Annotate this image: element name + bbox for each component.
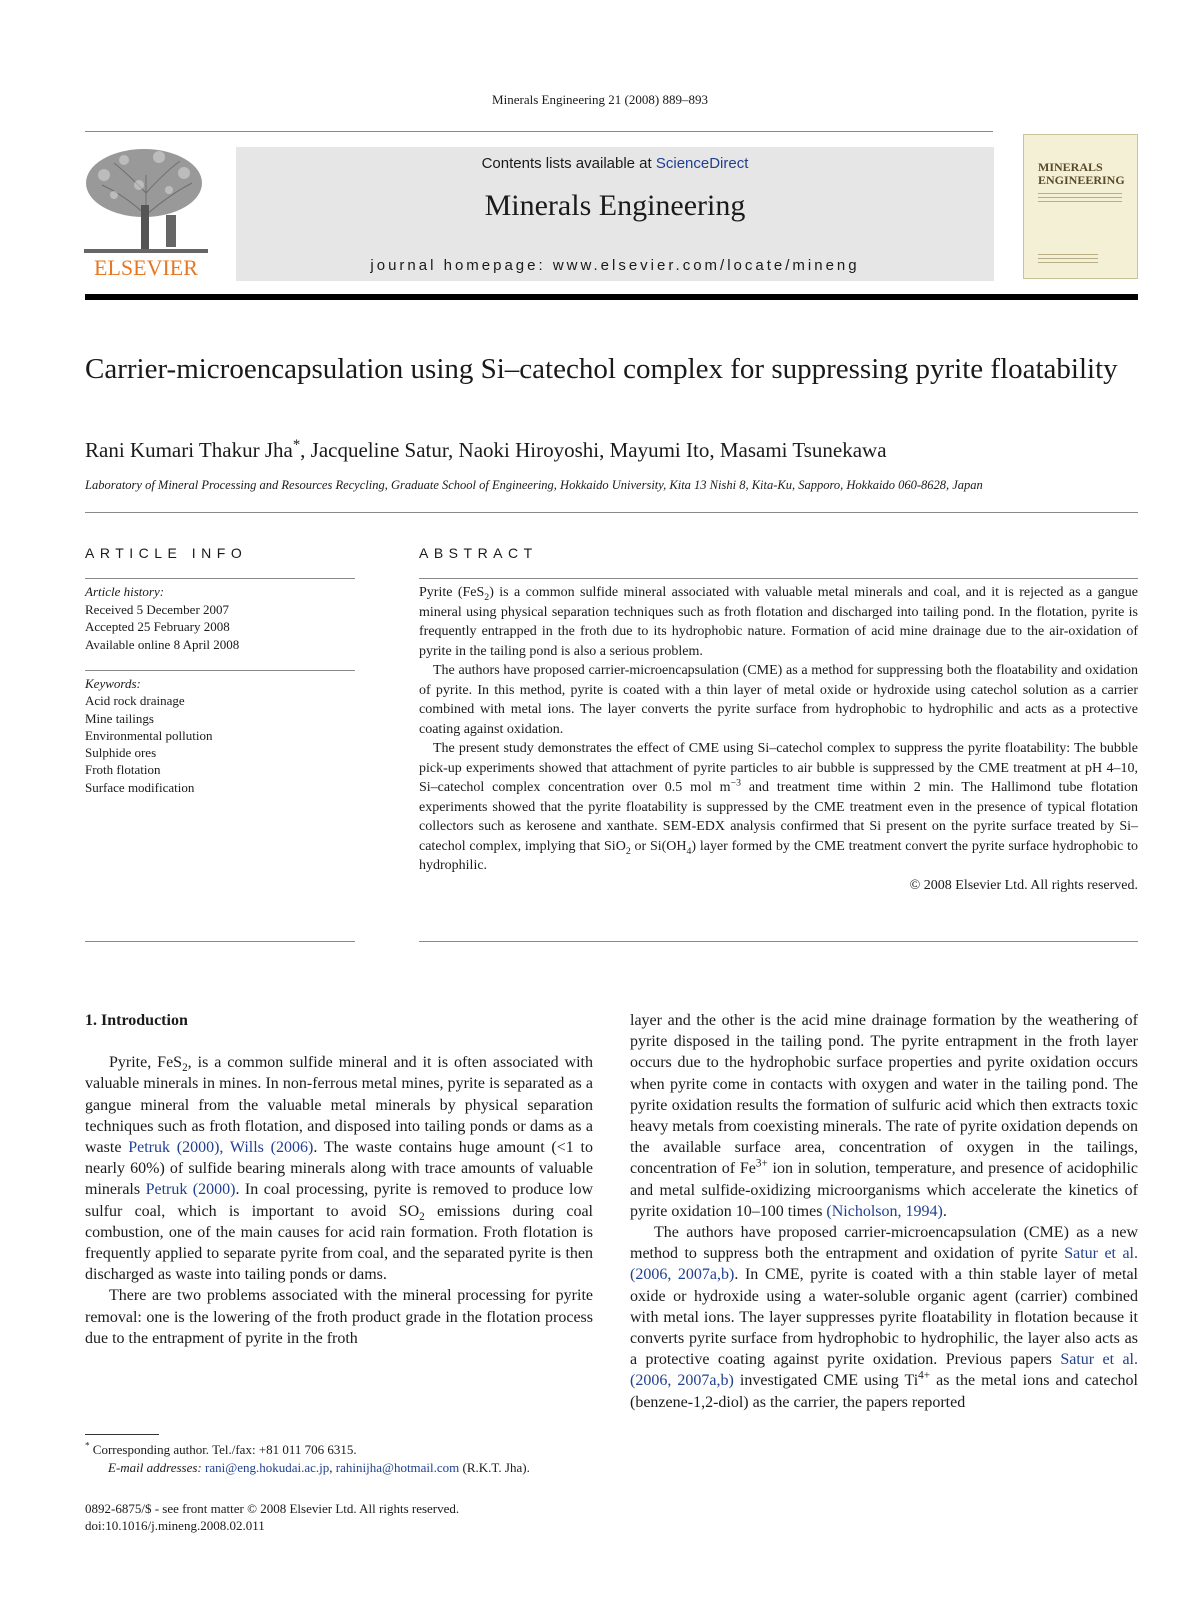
email-link[interactable]: rani@eng.hokudai.ac.jp bbox=[205, 1459, 330, 1475]
received-date: Received 5 December 2007 bbox=[85, 601, 230, 617]
article-history bbox=[85, 583, 355, 653]
reference-link[interactable]: Satur et al. (2006, 2007a,b) bbox=[630, 1351, 1139, 1390]
abstract-copyright: © 2008 Elsevier Ltd. All rights reserved. bbox=[909, 877, 1138, 893]
contents-prefix: Contents lists available at bbox=[481, 155, 656, 172]
body-paragraph: There are two problems associated with the mineral processing for pyrite removal: one is the lowering of the froth product grade in the flotation process due to the entrapment of pyrite in the froth bbox=[85, 1287, 593, 1347]
banner-top-rule bbox=[85, 131, 993, 132]
article-title: Carrier-microencapsulation using Si–catechol complex for suppressing pyrite floatability bbox=[85, 353, 1118, 385]
journal-cover-thumbnail[interactable] bbox=[1023, 134, 1138, 279]
accepted-date: Accepted 25 February 2008 bbox=[85, 619, 230, 634]
body-column-right bbox=[630, 1010, 1138, 1413]
section-heading-introduction: 1. Introduction bbox=[85, 1012, 188, 1029]
article-info-rule bbox=[85, 578, 355, 579]
keyword: Surface modification bbox=[85, 779, 195, 795]
reference-link[interactable]: (Nicholson, 1994) bbox=[826, 1202, 943, 1220]
corresponding-author: Rani Kumari Thakur Jha bbox=[85, 438, 293, 462]
email-link[interactable]: rahinijha@hotmail.com bbox=[335, 1459, 460, 1475]
reference-link[interactable]: Petruk (2000) bbox=[145, 1181, 236, 1199]
doi-line[interactable]: doi:10.1016/j.mineng.2008.02.011 bbox=[85, 1518, 265, 1533]
issn-line: 0892-6875/$ - see front matter © 2008 Elsevier Ltd. All rights reserved. bbox=[85, 1501, 460, 1516]
footnote-rule bbox=[85, 1434, 159, 1435]
abstract-bottom-rule bbox=[419, 941, 1138, 942]
cover-title: MINERALS ENGINEERING bbox=[1038, 160, 1125, 187]
keyword: Acid rock drainage bbox=[85, 693, 185, 709]
online-date: Available online 8 April 2008 bbox=[85, 636, 240, 652]
history-rule bbox=[85, 670, 355, 671]
keyword: Environmental pollution bbox=[85, 727, 213, 743]
abstract-paragraph: The present study demonstrates the effect of CME using Si–catechol complex to suppress the pyrite floatability: The bubble pick-up experiments showed that attachment of pyrite particles to air bubble is suppressed by the CME treatment at pH 4–10, Si–catechol complex concentration over 0.5 mol $m^{-3}$ and treatment time within 2 min. The Hallimond tube flotation experiments showed that the pyrite floatability is suppressed by the CME treatment even in the presence of typical flotation collectors such as kerosene and xanthate. SEM-EDX analysis confirmed that Si present on the pyrite surface treated by Si–catechol complex, implying that SiO$_2$ or $Si(OH_4)$ layer formed by the CME treatment convert the pyrite surface hydrophobic to hydrophilic. bbox=[419, 741, 1139, 873]
footnote-line: * Corresponding author. Tel./fax: +81 011 706 6315. bbox=[85, 1440, 357, 1457]
elsevier-wordmark: ELSEVIER bbox=[94, 255, 198, 280]
corresponding-star[interactable]: * bbox=[292, 437, 301, 453]
affiliation-rule bbox=[85, 512, 1138, 513]
keywords bbox=[85, 675, 355, 796]
journal-banner bbox=[236, 147, 994, 281]
journal-citation: Minerals Engineering 21 (2008) 889–893 bbox=[492, 92, 708, 107]
body-paragraph: The authors have proposed carrier-microencapsulation (CME) as a new method to suppress both the entrapment and oxidation of pyrite Satur et al. (2006, 2007a,b). In CME, pyrite is coated with a thin stable layer of metal oxide or hydroxide using a water-soluble organic agent (carrier) combined with metal ions. The layer suppresses pyrite floatability in flotation because it converts pyrite surface from hydrophobic to hydrophilic, the layer also acts as a protective coating against pyrite oxidation. Previous papers Satur et al. (2006, 2007a,b) investigated CME using $Ti^{4+}$ as the metal ions and catechol (benzene-1,2-diol) as the carrier, the papers reported bbox=[630, 1224, 1139, 1411]
body-column-left bbox=[85, 1010, 593, 1349]
keyword: Froth flotation bbox=[85, 762, 161, 778]
author-list bbox=[85, 438, 1145, 463]
abstract-body bbox=[419, 583, 1138, 895]
contents-line bbox=[236, 155, 994, 172]
article-info-heading: ARTICLE INFO bbox=[85, 545, 248, 561]
article-info-bottom-rule bbox=[85, 941, 355, 942]
cover-footer-lines bbox=[1038, 254, 1098, 266]
abstract-rule bbox=[419, 578, 1138, 579]
history-label: Article history: bbox=[85, 584, 165, 599]
other-authors: , Jacqueline Satur, Naoki Hiroyoshi, Mayumi Ito, Masami Tsunekawa bbox=[300, 438, 887, 462]
body-paragraph: layer and the other is the acid mine drainage formation by the weathering of pyrite disposed in the tailing pond. The pyrite entrapment in the froth layer occurs due to the hydrophobic surface properties and pyrite oxidation occurs when pyrite come in contacts with oxygen and water in the tailing pond. The pyrite oxidation results the formation of sulfuric acid which then extracts toxic heavy metals from coexisting minerals. The rate of pyrite oxidation depends on the available surface area, concentration of oxygen in the tailings, concentration of $Fe^{3+}$ ion in solution, temperature, and presence of acidophilic and metal sulfide-oxidizing microorganisms which accelerate the kinetics of pyrite oxidation 10–100 times (Nicholson, 1994). bbox=[630, 1012, 1139, 1220]
journal-name: Minerals Engineering bbox=[484, 189, 746, 222]
keywords-label: Keywords: bbox=[85, 676, 141, 691]
footnote bbox=[85, 1441, 593, 1476]
front-matter bbox=[85, 1500, 593, 1534]
abstract-heading: ABSTRACT bbox=[419, 545, 538, 561]
cover-text-lines bbox=[1038, 193, 1122, 205]
reference-link[interactable]: Petruk (2000), Wills (2006) bbox=[128, 1139, 314, 1157]
footnote-emails: E-mail addresses: rani@eng.hokudai.ac.jp, rahinijha@hotmail.com (R.K.T. Jha). bbox=[108, 1459, 530, 1475]
journal-homepage[interactable]: journal homepage: www.elsevier.com/locate/mineng bbox=[370, 257, 860, 274]
keyword: Mine tailings bbox=[85, 710, 154, 726]
keyword: Sulphide ores bbox=[85, 745, 157, 761]
sciencedirect-link[interactable]: ScienceDirect bbox=[655, 155, 749, 172]
reference-link[interactable]: Satur et al. (2006, 2007a,b) bbox=[630, 1245, 1138, 1284]
body-paragraph: Pyrite, FeS$_2$, is a common sulfide mineral and it is often associated with valuable minerals in mines. In non-ferrous metal mines, pyrite is separated as a gangue mineral from the valuable metal minerals by physical separation techniques such as froth flotation, and disposed into tailing ponds or dams as a waste Petruk (2000), Wills (2006). The waste contains huge amount (<1 to nearly 60%) of sulfide bearing minerals along with trace amounts of valuable minerals Petruk (2000). In coal processing, pyrite is removed to produce low sulfur coal, which is important to avoid $SO_2$ emissions during coal combustion, one of the main causes for acid rain formation. Froth flotation is frequently applied to separate pyrite from coal, and the separated pyrite is then discharged as waste into tailing ponds or dams. bbox=[85, 1054, 594, 1284]
banner-bottom-rule bbox=[85, 294, 1138, 300]
abstract-paragraph: Pyrite (FeS$_2$) is a common sulfide mineral associated with valuable metal minerals and coal, and it is rejected as a gangue mineral using physical separation techniques such as froth flotation and discharged into tailing pond. In the flotation, pyrite is frequently entrapped in the froth due to its hydrophobic nature. Formation of acid mine drainage due to the air-oxidation of pyrite in the tailing pond is also a serious problem. bbox=[419, 585, 1138, 659]
abstract-paragraph: The authors have proposed carrier-microencapsulation (CME) as a method for suppressing both the floatability and oxidation of pyrite. In this method, pyrite is coated with a thin layer of metal oxide or hydroxide using catechol solution as a carrier combined with metal ions. The layer converts the pyrite surface from hydrophobic to hydrophilic and acts as a protective coating against oxidation. bbox=[419, 663, 1138, 737]
affiliation: Laboratory of Mineral Processing and Resources Recycling, Graduate School of Engineering, Hokkaido University, Kita 13 Nishi 8, Kita-Ku, Sapporo, Hokkaido 060-8628, Japan bbox=[85, 478, 983, 492]
